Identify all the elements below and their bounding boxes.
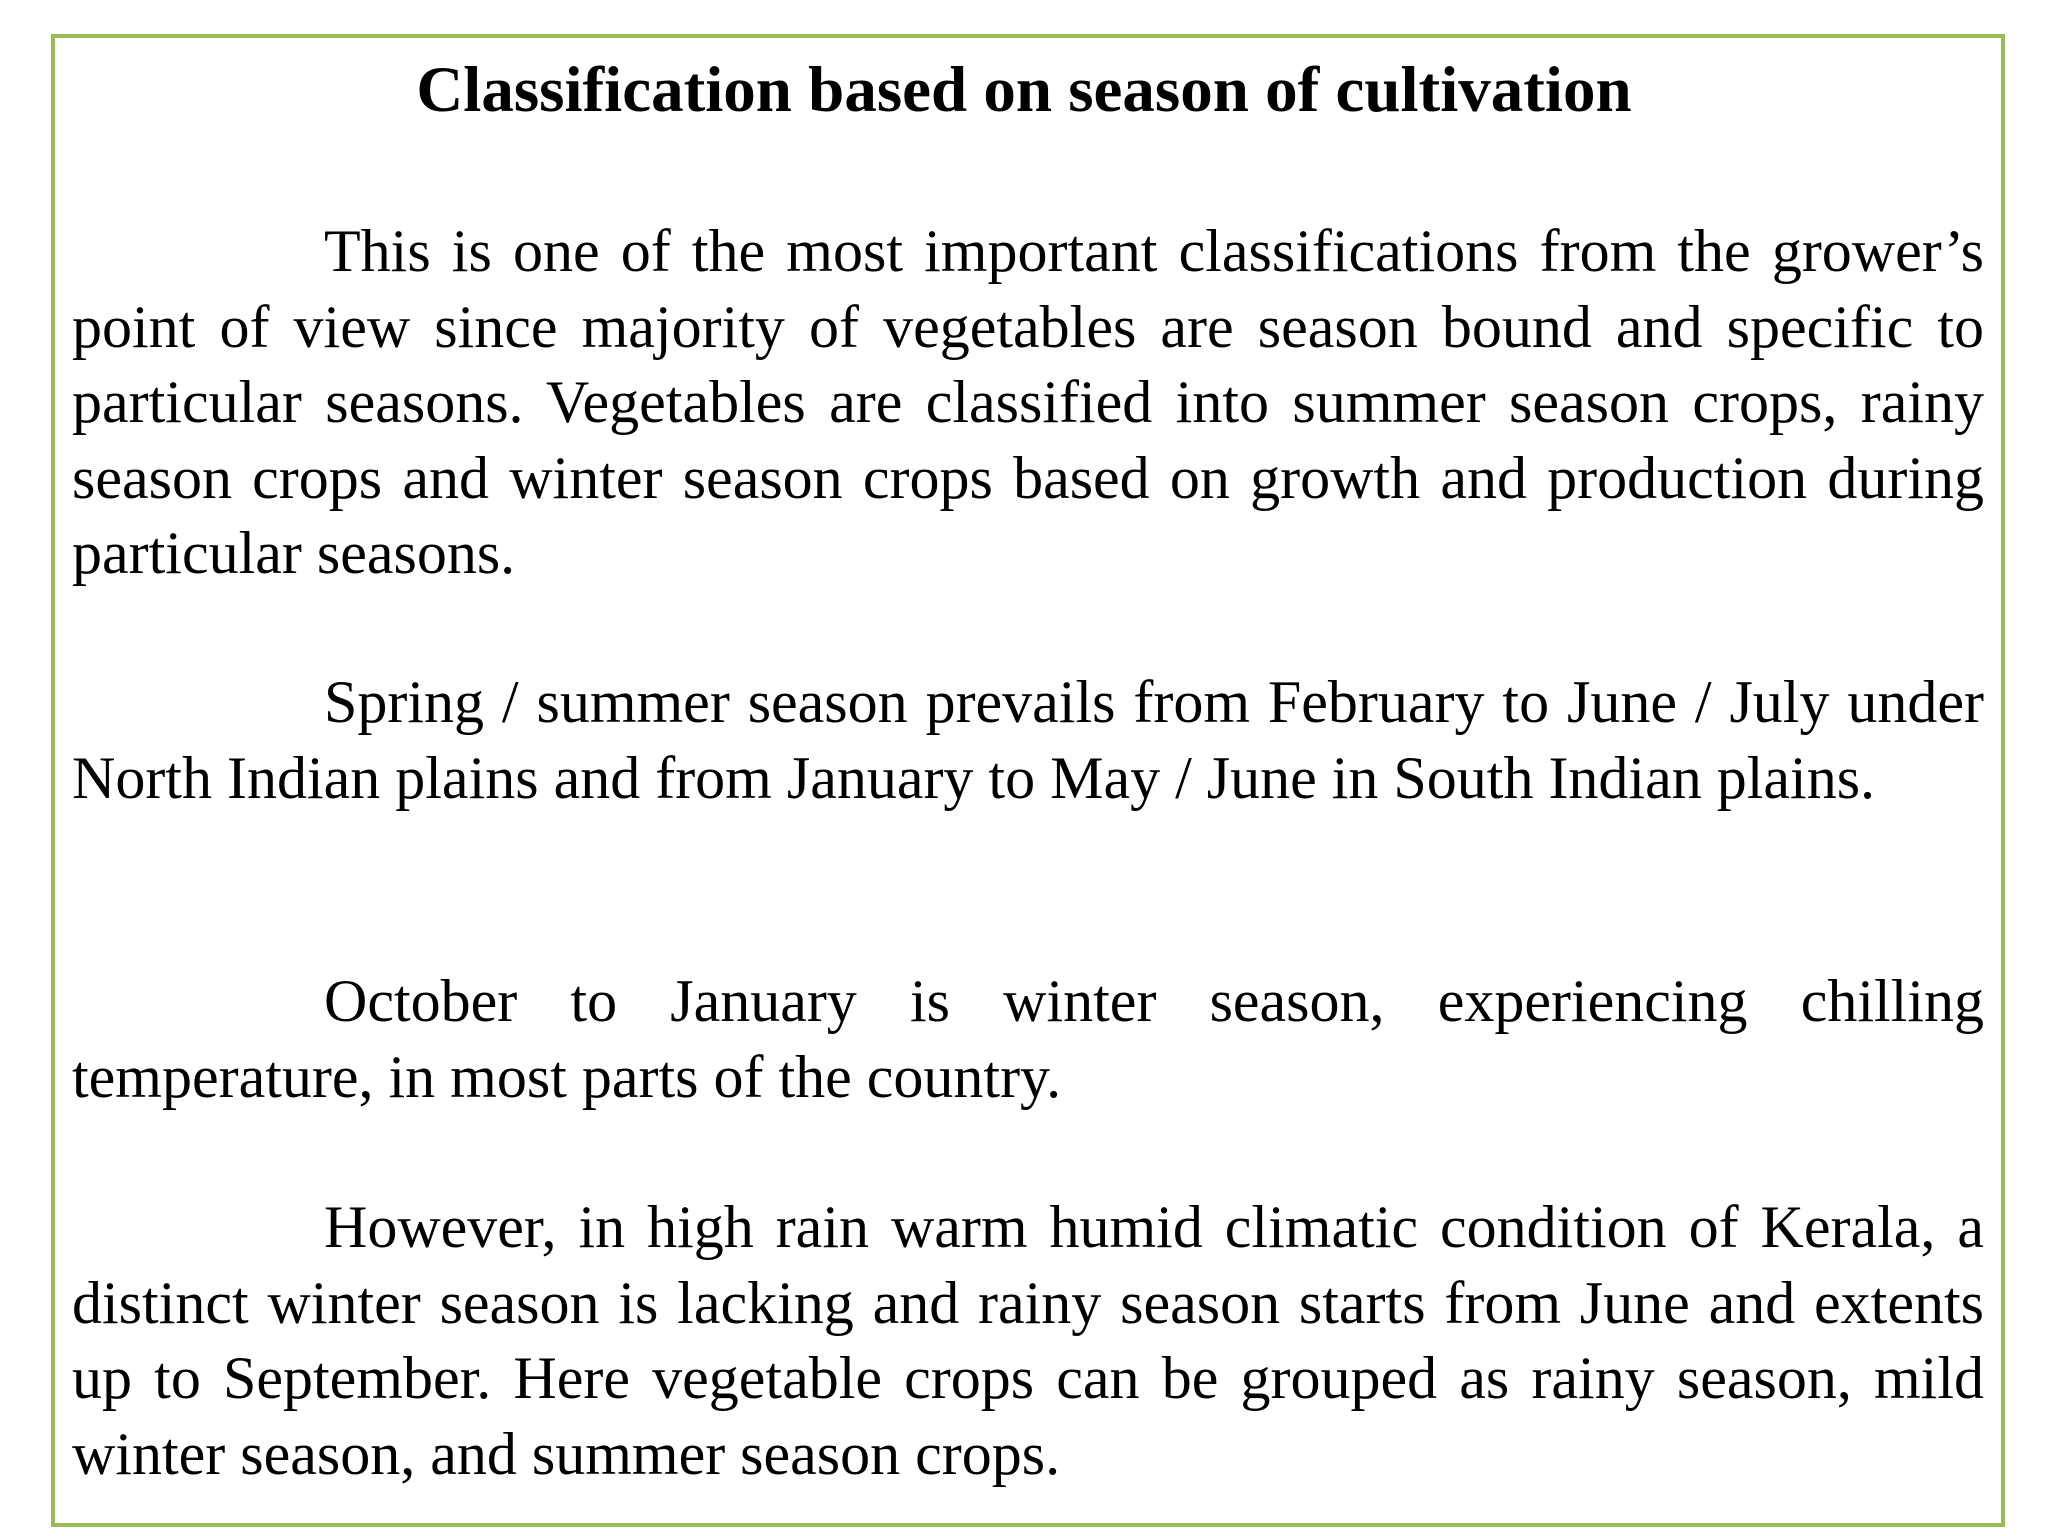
paragraph-summer-season: Spring / summer season prevails from February to June / July under North Indian plains and from January to May / June in South Indian plains.: [72, 669, 1984, 811]
paragraph-kerala-seasons: However, in high rain warm humid climatic condition of Kerala, a distinct winter season is lacking and rainy season starts from June and extents up to September. Here vegetable crops can be grouped as rainy season, mild winter season, and summer season crops.: [72, 1194, 1984, 1487]
page-title: Classification based on season of cultivation: [416, 54, 1632, 126]
paragraph-classification-intro: This is one of the most important classifications from the grower’s point of view since majority of vegetables are season bound and specific to particular seasons. Vegetables are classified into summer season crops, rainy season crops and winter season crops based on growth and production during particular seasons.: [72, 218, 1984, 586]
paragraph-winter-season: October to January is winter season, experiencing chilling temperature, in most parts of the country.: [72, 968, 1984, 1110]
